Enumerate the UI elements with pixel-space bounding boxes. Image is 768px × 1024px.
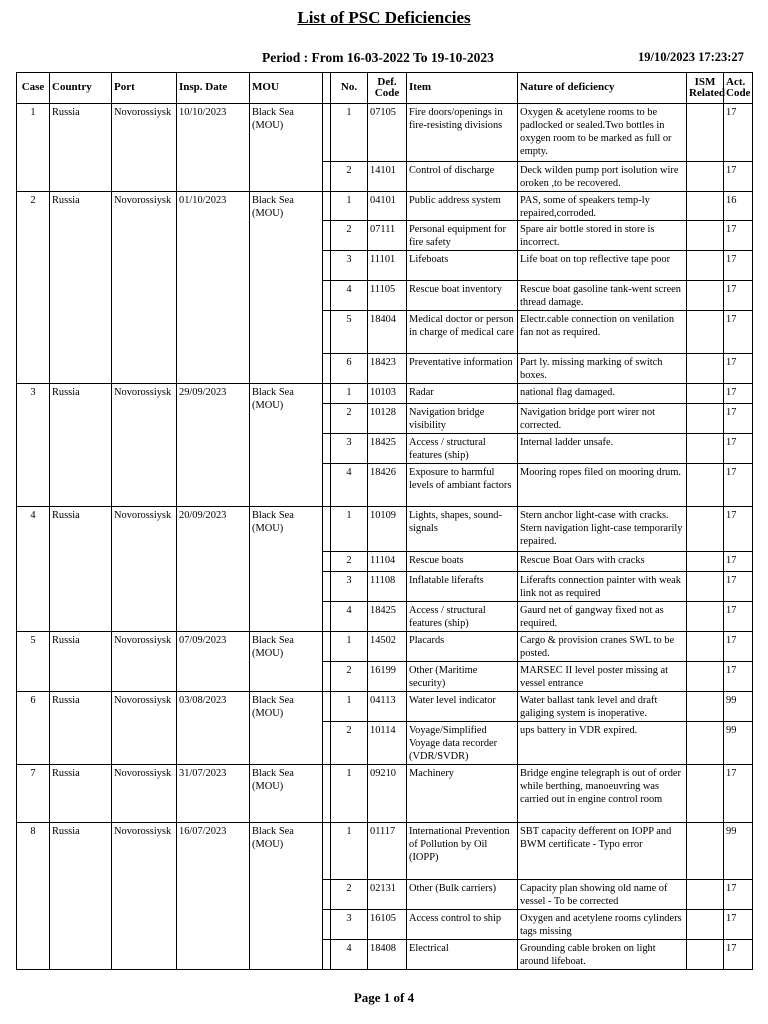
row-spacer [323, 384, 331, 404]
row-spacer [323, 434, 331, 464]
def-code-cell: 11104 [368, 552, 407, 572]
case-number: 5 [17, 632, 50, 692]
def-code-cell: 18425 [368, 434, 407, 464]
deficiency-number: 1 [331, 384, 368, 404]
header-nature: Nature of deficiency [518, 73, 687, 104]
deficiency-number: 1 [331, 192, 368, 221]
deficiency-number: 1 [331, 632, 368, 662]
ism-related-cell [687, 552, 724, 572]
mou-cell: Black Sea (MOU) [250, 765, 323, 823]
row-spacer [323, 880, 331, 910]
mou-cell: Black Sea (MOU) [250, 192, 323, 384]
print-timestamp: 19/10/2023 17:23:27 [638, 50, 744, 64]
deficiency-number: 3 [331, 910, 368, 940]
ism-related-cell [687, 910, 724, 940]
item-cell: Rescue boats [407, 552, 518, 572]
def-code-cell: 14502 [368, 632, 407, 662]
row-spacer [323, 507, 331, 552]
nature-cell: Bridge engine telegraph is out of order while berthing, manoeuvring was carried out in engine control room [518, 765, 687, 823]
insp-date-cell: 16/07/2023 [177, 823, 250, 970]
row-spacer [323, 251, 331, 281]
deficiency-number: 2 [331, 552, 368, 572]
def-code-cell: 18408 [368, 940, 407, 970]
item-cell: Placards [407, 632, 518, 662]
ism-related-cell [687, 104, 724, 162]
table-header-row [17, 73, 753, 104]
insp-date-cell: 20/09/2023 [177, 507, 250, 632]
ism-related-cell [687, 572, 724, 602]
ism-related-cell [687, 507, 724, 552]
table-body [17, 104, 753, 970]
nature-cell: SBT capacity defferent on IOPP and BWM certificate - Typo error [518, 823, 687, 880]
nature-cell: ups battery in VDR expired. [518, 722, 687, 765]
def-code-cell: 14101 [368, 162, 407, 192]
nature-cell: Stern anchor light-case with cracks. Stern navigation light-case temporarily repaired. [518, 507, 687, 552]
port-cell: Novorossiysk [112, 384, 177, 507]
def-code-cell: 16199 [368, 662, 407, 692]
nature-cell: MARSEC II level poster missing at vessel entrance [518, 662, 687, 692]
def-code-cell: 10114 [368, 722, 407, 765]
item-cell: Access control to ship [407, 910, 518, 940]
def-code-cell: 18425 [368, 602, 407, 632]
row-spacer [323, 662, 331, 692]
deficiency-number: 2 [331, 404, 368, 434]
def-code-cell: 07105 [368, 104, 407, 162]
row-spacer [323, 464, 331, 507]
act-code-cell: 17 [724, 434, 753, 464]
act-code-cell: 16 [724, 192, 753, 221]
act-code-cell: 17 [724, 354, 753, 384]
deficiency-number: 1 [331, 507, 368, 552]
table-row [17, 384, 753, 404]
act-code-cell: 17 [724, 662, 753, 692]
act-code-cell: 17 [724, 910, 753, 940]
item-cell: Personal equipment for fire safety [407, 221, 518, 251]
item-cell: Lifeboats [407, 251, 518, 281]
header-insp-date: Insp. Date [177, 73, 250, 104]
header-spacer [323, 73, 331, 104]
act-code-cell: 99 [724, 823, 753, 880]
row-spacer [323, 765, 331, 823]
header-port: Port [112, 73, 177, 104]
country-cell: Russia [50, 104, 112, 192]
case-number: 2 [17, 192, 50, 384]
nature-cell: Spare air bottle stored in store is incorrect. [518, 221, 687, 251]
deficiency-number: 1 [331, 765, 368, 823]
header-mou: MOU [250, 73, 323, 104]
deficiency-number: 3 [331, 434, 368, 464]
def-code-cell: 10109 [368, 507, 407, 552]
deficiency-number: 2 [331, 662, 368, 692]
def-code-cell: 18423 [368, 354, 407, 384]
country-cell: Russia [50, 192, 112, 384]
def-code-cell: 01117 [368, 823, 407, 880]
nature-cell: Navigation bridge port wirer not corrected. [518, 404, 687, 434]
item-cell: Access / structural features (ship) [407, 434, 518, 464]
nature-cell: Cargo & provision cranes SWL to be posted. [518, 632, 687, 662]
def-code-cell: 07111 [368, 221, 407, 251]
def-code-cell: 18404 [368, 311, 407, 354]
deficiency-number: 1 [331, 104, 368, 162]
table-row [17, 765, 753, 823]
item-cell: Machinery [407, 765, 518, 823]
row-spacer [323, 404, 331, 434]
ism-related-cell [687, 251, 724, 281]
act-code-cell: 99 [724, 722, 753, 765]
def-code-cell: 09210 [368, 765, 407, 823]
nature-cell: Internal ladder unsafe. [518, 434, 687, 464]
item-cell: Other (Maritime security) [407, 662, 518, 692]
act-code-cell: 17 [724, 507, 753, 552]
case-number: 4 [17, 507, 50, 632]
row-spacer [323, 162, 331, 192]
nature-cell: Electr.cable connection on venilation fan not as required. [518, 311, 687, 354]
row-spacer [323, 104, 331, 162]
ism-related-cell [687, 823, 724, 880]
page-footer: Page 1 of 4 [353, 990, 415, 1005]
ism-related-cell [687, 311, 724, 354]
ism-related-cell [687, 662, 724, 692]
case-number: 6 [17, 692, 50, 765]
def-code-cell: 04101 [368, 192, 407, 221]
table-row [17, 692, 753, 722]
port-cell: Novorossiysk [112, 765, 177, 823]
insp-date-cell: 03/08/2023 [177, 692, 250, 765]
act-code-cell: 17 [724, 221, 753, 251]
def-code-cell: 11105 [368, 281, 407, 311]
deficiency-number: 1 [331, 692, 368, 722]
def-code-cell: 10128 [368, 404, 407, 434]
item-cell: Control of discharge [407, 162, 518, 192]
insp-date-cell: 10/10/2023 [177, 104, 250, 192]
ism-related-cell [687, 192, 724, 221]
act-code-cell: 17 [724, 552, 753, 572]
act-code-cell: 17 [724, 602, 753, 632]
country-cell: Russia [50, 823, 112, 970]
mou-cell: Black Sea (MOU) [250, 632, 323, 692]
act-code-cell: 17 [724, 880, 753, 910]
row-spacer [323, 692, 331, 722]
row-spacer [323, 722, 331, 765]
port-cell: Novorossiysk [112, 192, 177, 384]
deficiency-number: 2 [331, 221, 368, 251]
nature-cell: national flag damaged. [518, 384, 687, 404]
report-period: Period : From 16-03-2022 To 19-10-2023 [262, 50, 494, 65]
nature-cell: Mooring ropes filed on mooring drum. [518, 464, 687, 507]
def-code-cell: 16105 [368, 910, 407, 940]
row-spacer [323, 823, 331, 880]
item-cell: Radar [407, 384, 518, 404]
mou-cell: Black Sea (MOU) [250, 692, 323, 765]
act-code-cell: 17 [724, 311, 753, 354]
case-number: 3 [17, 384, 50, 507]
deficiency-number: 6 [331, 354, 368, 384]
mou-cell: Black Sea (MOU) [250, 384, 323, 507]
act-code-cell: 17 [724, 281, 753, 311]
act-code-cell: 17 [724, 162, 753, 192]
deficiency-number: 4 [331, 281, 368, 311]
act-code-cell: 17 [724, 251, 753, 281]
def-code-cell: 11101 [368, 251, 407, 281]
deficiency-number: 4 [331, 464, 368, 507]
table-row [17, 632, 753, 662]
mou-cell: Black Sea (MOU) [250, 507, 323, 632]
row-spacer [323, 552, 331, 572]
ism-related-cell [687, 632, 724, 662]
act-code-cell: 17 [724, 572, 753, 602]
nature-cell: Capacity plan showing old name of vessel - To be corrected [518, 880, 687, 910]
country-cell: Russia [50, 765, 112, 823]
header-country: Country [50, 73, 112, 104]
item-cell: Inflatable liferafts [407, 572, 518, 602]
item-cell: Public address system [407, 192, 518, 221]
port-cell: Novorossiysk [112, 632, 177, 692]
item-cell: Medical doctor or person in charge of medical care [407, 311, 518, 354]
item-cell: Lights, shapes, sound-signals [407, 507, 518, 552]
item-cell: Fire doors/openings in fire-resisting divisions [407, 104, 518, 162]
act-code-cell: 17 [724, 765, 753, 823]
ism-related-cell [687, 464, 724, 507]
row-spacer [323, 602, 331, 632]
row-spacer [323, 311, 331, 354]
item-cell: Navigation bridge visibility [407, 404, 518, 434]
nature-cell: Grounding cable broken on light around lifeboat. [518, 940, 687, 970]
table-row [17, 507, 753, 552]
def-code-cell: 04113 [368, 692, 407, 722]
mou-cell: Black Sea (MOU) [250, 823, 323, 970]
ism-related-cell [687, 434, 724, 464]
port-cell: Novorossiysk [112, 507, 177, 632]
country-cell: Russia [50, 384, 112, 507]
case-number: 7 [17, 765, 50, 823]
def-code-cell: 10103 [368, 384, 407, 404]
table-row [17, 823, 753, 880]
deficiency-number: 2 [331, 722, 368, 765]
deficiency-number: 4 [331, 940, 368, 970]
def-code-cell: 11108 [368, 572, 407, 602]
def-code-cell: 02131 [368, 880, 407, 910]
nature-cell: Liferafts connection painter with weak link not as required [518, 572, 687, 602]
item-cell: Voyage/Simplified Voyage data recorder (VDR/SVDR) [407, 722, 518, 765]
item-cell: Exposure to harmful levels of ambiant factors [407, 464, 518, 507]
insp-date-cell: 31/07/2023 [177, 765, 250, 823]
nature-cell: Life boat on top reflective tape poor [518, 251, 687, 281]
table-row [17, 192, 753, 221]
row-spacer [323, 221, 331, 251]
item-cell: International Prevention of Pollution by Oil (IOPP) [407, 823, 518, 880]
deficiency-number: 5 [331, 311, 368, 354]
case-number: 8 [17, 823, 50, 970]
ism-related-cell [687, 692, 724, 722]
act-code-cell: 17 [724, 404, 753, 434]
row-spacer [323, 572, 331, 602]
nature-cell: Part ly. missing marking of switch boxes. [518, 354, 687, 384]
mou-cell: Black Sea (MOU) [250, 104, 323, 192]
header-ism-related: ISM Related [687, 73, 724, 104]
act-code-cell: 17 [724, 104, 753, 162]
ism-related-cell [687, 722, 724, 765]
item-cell: Rescue boat inventory [407, 281, 518, 311]
row-spacer [323, 910, 331, 940]
item-cell: Preventative information [407, 354, 518, 384]
port-cell: Novorossiysk [112, 104, 177, 192]
act-code-cell: 17 [724, 464, 753, 507]
def-code-cell: 18426 [368, 464, 407, 507]
header-item: Item [407, 73, 518, 104]
deficiency-number: 3 [331, 251, 368, 281]
country-cell: Russia [50, 632, 112, 692]
ism-related-cell [687, 602, 724, 632]
item-cell: Other (Bulk carriers) [407, 880, 518, 910]
port-cell: Novorossiysk [112, 823, 177, 970]
insp-date-cell: 01/10/2023 [177, 192, 250, 384]
item-cell: Electrical [407, 940, 518, 970]
nature-cell: Water ballast tank level and draft galiging system is inoperative. [518, 692, 687, 722]
ism-related-cell [687, 404, 724, 434]
header-def-code: Def. Code [368, 73, 407, 104]
nature-cell: Deck wilden pump port isolution wire oroken ,to be recovered. [518, 162, 687, 192]
deficiency-number: 4 [331, 602, 368, 632]
insp-date-cell: 29/09/2023 [177, 384, 250, 507]
ism-related-cell [687, 162, 724, 192]
deficiency-table [16, 72, 753, 970]
nature-cell: Rescue boat gasoline tank-went screen thread damage. [518, 281, 687, 311]
row-spacer [323, 192, 331, 221]
insp-date-cell: 07/09/2023 [177, 632, 250, 692]
nature-cell: Gaurd net of gangway fixed not as required. [518, 602, 687, 632]
row-spacer [323, 281, 331, 311]
deficiency-number: 3 [331, 572, 368, 602]
header-no: No. [331, 73, 368, 104]
deficiency-number: 1 [331, 823, 368, 880]
report-title: List of PSC Deficiencies [297, 8, 471, 27]
table-row [17, 104, 753, 162]
case-number: 1 [17, 104, 50, 192]
row-spacer [323, 354, 331, 384]
ism-related-cell [687, 765, 724, 823]
deficiency-number: 2 [331, 162, 368, 192]
header-act-code: Act. Code [724, 73, 753, 104]
act-code-cell: 99 [724, 692, 753, 722]
act-code-cell: 17 [724, 940, 753, 970]
deficiency-number: 2 [331, 880, 368, 910]
act-code-cell: 17 [724, 384, 753, 404]
ism-related-cell [687, 384, 724, 404]
ism-related-cell [687, 880, 724, 910]
country-cell: Russia [50, 507, 112, 632]
nature-cell: PAS, some of speakers temp-ly repaired,corroded. [518, 192, 687, 221]
row-spacer [323, 632, 331, 662]
ism-related-cell [687, 940, 724, 970]
port-cell: Novorossiysk [112, 692, 177, 765]
item-cell: Water level indicator [407, 692, 518, 722]
item-cell: Access / structural features (ship) [407, 602, 518, 632]
act-code-cell: 17 [724, 632, 753, 662]
row-spacer [323, 940, 331, 970]
nature-cell: Rescue Boat Oars with cracks [518, 552, 687, 572]
ism-related-cell [687, 281, 724, 311]
nature-cell: Oxygen & acetylene rooms to be padlocked or sealed.Two bottles in oxygen room to be marked as full or empty. [518, 104, 687, 162]
header-case: Case [17, 73, 50, 104]
nature-cell: Oxygen and acetylene rooms cylinders tags missing [518, 910, 687, 940]
country-cell: Russia [50, 692, 112, 765]
ism-related-cell [687, 221, 724, 251]
ism-related-cell [687, 354, 724, 384]
